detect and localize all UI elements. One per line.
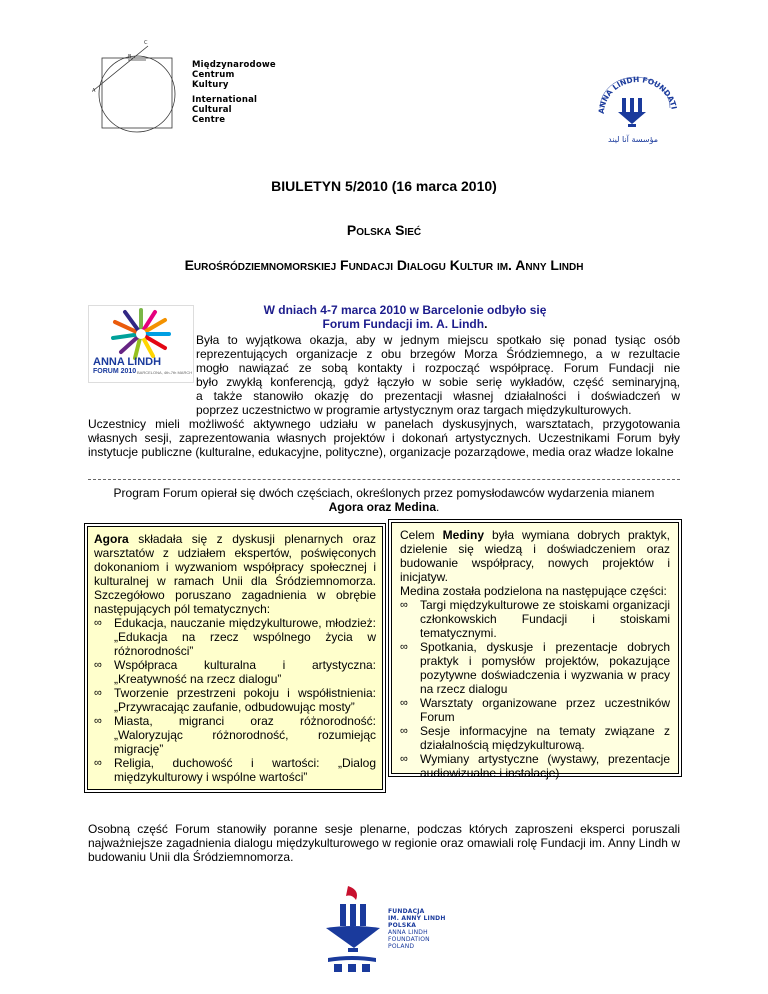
bulletin-title: BIULETYN 5/2010 (16 marca 2010)	[271, 178, 497, 194]
intro-line: a także stanowiło okazję do prezentacji własnej działalności i doświadczeń w	[196, 389, 680, 403]
agora-item: ∞ Edukacja, nauczanie międzykulturowe, młodzież: „Edukacja na rzecz wspólnego życia w różnorodności”	[114, 616, 376, 658]
agora-intro-text: składała się z dyskusji plenarnych oraz warsztatów z udziałem ekspertów, poświęconych dokonaniom i wyzwaniom współpracy społecznej i kulturalnej w ramach Unii dla Śródziemnomorza. Szczegółowo poruszano zagadnienia w obrębie następujących pól tematycznych:	[94, 532, 376, 616]
headline-forum-name: Forum Fundacji im. A. Lindh	[322, 317, 485, 331]
program-names: Agora oraz Medina	[328, 500, 436, 514]
medina-name: Mediny	[442, 528, 485, 542]
mck-logo-line: Cultural	[192, 105, 232, 115]
footer-logo-line: IM. ANNY LINDH	[388, 915, 446, 922]
intro-line: mogło nawiązać ze sobą kontakty i rozpocząć współpracę. Forum Fundacji nie	[196, 361, 680, 375]
alf-logo	[590, 68, 680, 148]
program-names-line: Agora oraz Medina.	[328, 500, 440, 514]
footer-logo	[318, 884, 468, 976]
medina-item: ∞ Warsztaty organizowane przez uczestników Forum	[420, 696, 670, 724]
mck-logo-graphic	[88, 34, 184, 134]
footer-logo-graphic	[318, 884, 386, 974]
forum-logo-subtitle: FORUM 2010	[93, 368, 137, 375]
agora-item: ∞ Miasta, migranci oraz różnorodność: „Waloryzując różnorodność, rozumiejąc migrację”	[114, 714, 376, 756]
footer-logo-line: POLSKA	[388, 922, 417, 929]
medina-list	[400, 598, 670, 780]
footer-logo-line: FUNDACJA	[388, 908, 425, 915]
medina-item: ∞ Targi międzykulturowe ze stoiskami organizacji członkowskich Fundacji i stoiskami tematycznymi.	[420, 598, 670, 640]
flower-graphic	[89, 306, 193, 360]
headline-line-2: Forum Fundacji im. A. Lindh.	[322, 317, 488, 331]
mck-logo	[88, 34, 288, 134]
svg-text:C: C	[144, 40, 148, 46]
forum-logo-title: ANNA LINDH	[93, 356, 162, 368]
agora-intro	[94, 532, 376, 616]
agora-box	[84, 523, 386, 793]
medina-item: ∞ Sesje informacyjne na tematy związane z działalnością międzykulturową.	[420, 724, 670, 752]
intro-line: Była to wyjątkowa okazja, aby w jednym miejscu spotkało się ponad tysiąc osób	[196, 333, 680, 347]
closing-paragraph: Osobną część Forum stanowiły poranne sesje plenarne, podczas których zaproszeni eksperci poruszali najważniejsze zagadnienia dialogu międzykulturowego w regionie oraz omawiali rolę Fundacji im. Anny Lindh w budowaniu Unii dla Śródziemnomorza.	[88, 822, 680, 864]
intro-line: reprezentujących organizacje z obu brzegów Morza Śródziemnego, a w rezultacie	[196, 347, 680, 361]
svg-text:A: A	[92, 88, 96, 94]
medina-intro: Celem Mediny była wymiana dobrych praktyk, dzielenie się wiedzą i doświadczeniem oraz budowanie współpracy, nowych projektów i inicjatyw.	[400, 528, 671, 584]
divider	[88, 479, 680, 480]
mck-logo-line: Międzynarodowe	[192, 60, 276, 70]
medina-item: ∞ Spotkania, dyskusje i prezentacje dobrych praktyk i pomysłów projektów, pokazujące pozytywne doświadczenia i wyzwania w pracy na rzecz dialogu	[420, 640, 670, 696]
network-title: Polska Sieć	[346, 222, 422, 238]
agora-list	[94, 616, 376, 784]
mck-logo-line: Centrum	[192, 70, 235, 80]
forum-2010-logo	[88, 305, 194, 383]
alf-logo-graphic	[590, 68, 680, 148]
forum-logo-dates: BARCELONA, 4th-7th MARCH	[137, 370, 193, 375]
footer-logo-line: ANNA LINDH	[388, 929, 428, 936]
network-subtitle: Eurośródziemnomorskiej Fundacji Dialogu Kultur im. Anny Lindh	[184, 257, 584, 273]
mck-logo-line: International	[192, 95, 258, 105]
article-headline	[240, 303, 570, 331]
program-line: Program Forum opierał się dwóch częściach, określonych przez pomysłodawców wydarzenia mianem	[113, 486, 655, 500]
agora-item: ∞ Religia, duchowość i wartości: „Dialog międzykulturowy i wspólne wartości”	[114, 756, 376, 784]
svg-text:مؤسسة آنا ليند: مؤسسة آنا ليند	[608, 135, 658, 144]
article-intro-rest: Uczestnicy mieli możliwość aktywnego udziału w panelach dyskusyjnych, warsztatach, przygotowania własnych sesji, zaprezentowania własnych projektów i dokonań artystycznych. Uczestnikami Forum były instytucje publiczne (kulturalne, edukacyjne, polityczne), organizacje pozarządowe, media oraz władze lokalne	[88, 417, 680, 459]
medina-box	[388, 519, 682, 780]
mck-logo-line: Centre	[192, 115, 226, 125]
medina-intro-text: była wymiana dobrych praktyk, dzielenie się wiedzą i doświadczeniem oraz budowanie współpracy, nowych projektów i inicjatyw.	[400, 528, 671, 584]
intro-line: poprzez uczestnictwo w programie artystycznym oraz targach międzykulturowych.	[196, 403, 632, 417]
intro-line: było zwykłą konferencją, gdyż łączyło w sobie serię wykładów, część seminaryjną,	[196, 375, 680, 389]
headline-line-1: W dniach 4-7 marca 2010 w Barcelonie odbyło się	[263, 303, 547, 317]
medina-intro-2: Medina została podzielona na następujące części:	[400, 584, 667, 598]
svg-text:B: B	[128, 54, 132, 60]
footer-logo-line: FOUNDATION	[388, 936, 430, 943]
mck-logo-line: Kultury	[192, 80, 229, 90]
footer-logo-line: POLAND	[388, 943, 415, 950]
agora-item: ∞ Współpraca kulturalna i artystyczna: „Kreatywność na rzecz dialogu”	[114, 658, 376, 686]
agora-name: Agora	[94, 532, 129, 546]
medina-item: ∞ Wymiany artystyczne (wystawy, prezentacje audiowizualne i instalacje)	[420, 752, 670, 780]
svg-text:ANNA LINDH FOUNDATION: ANNA LINDH FOUNDATI	[596, 74, 679, 115]
agora-item: ∞ Tworzenie przestrzeni pokoju i współistnienia: „Przywracając zaufanie, odbudowując mosty”	[114, 686, 376, 714]
program-intro	[88, 486, 680, 514]
article-intro-top	[196, 333, 680, 417]
